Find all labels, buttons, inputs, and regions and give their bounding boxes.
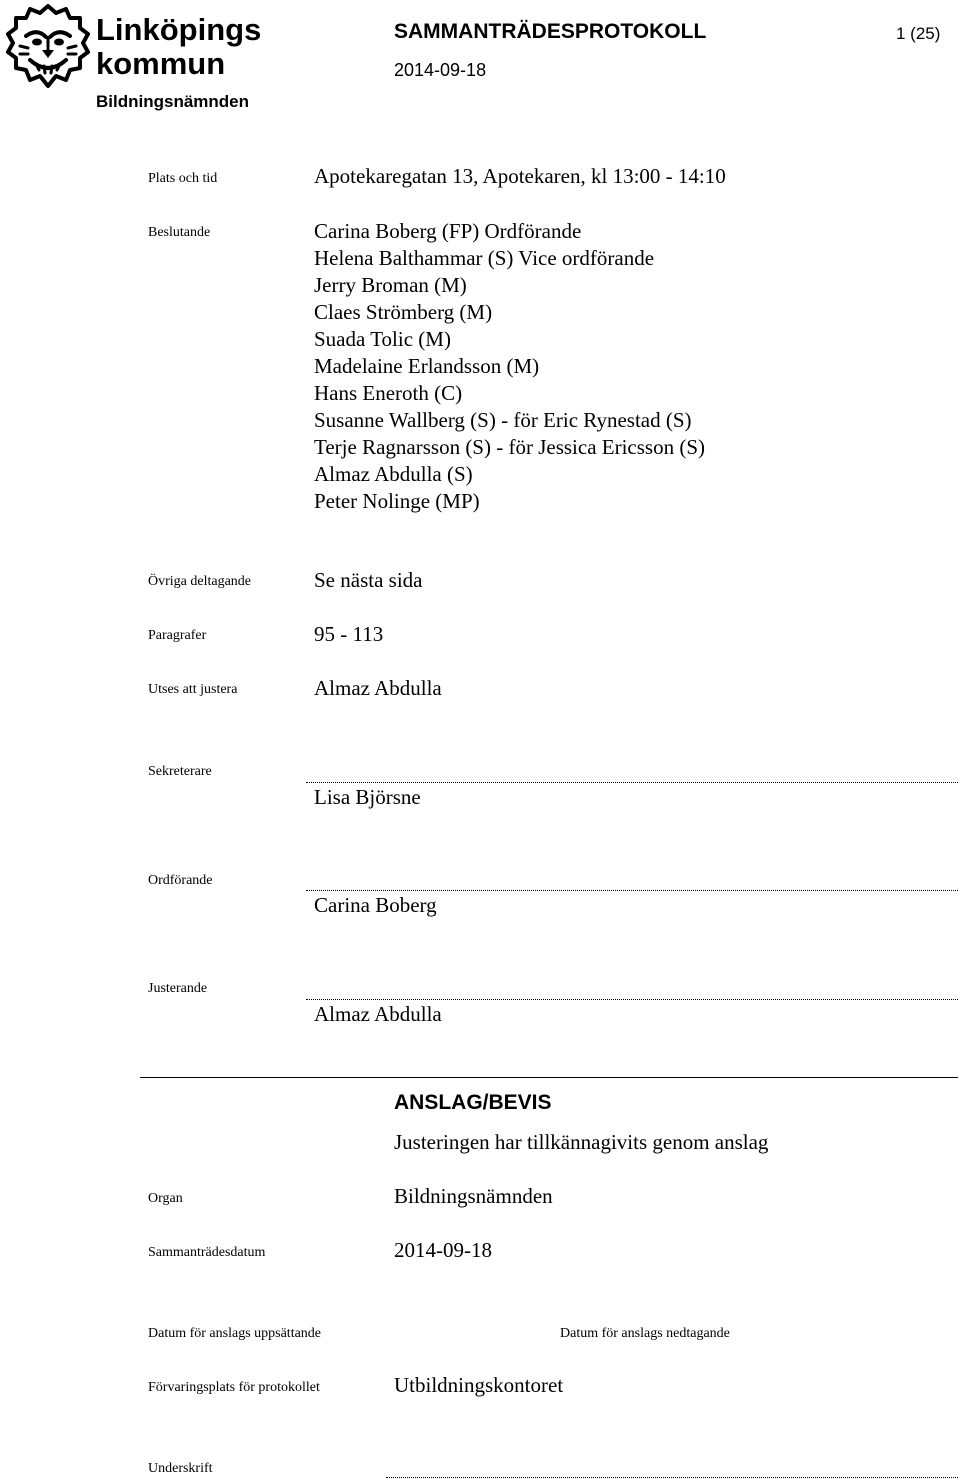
member-item: Helena Balthammar (S) Vice ordförande: [314, 246, 655, 270]
adjuster-value: Almaz Abdulla: [314, 676, 442, 700]
paragraphs-label: Paragrafer: [148, 628, 207, 643]
document-title: SAMMANTRÄDESPROTOKOLL: [394, 20, 707, 43]
secretary-label: Sekreterare: [148, 764, 212, 779]
adjuster-label: Utses att justera: [148, 682, 238, 697]
member-item: Madelaine Erlandsson (M): [314, 354, 540, 378]
linkoping-lion-logo-icon: [6, 4, 90, 88]
signature-label: Underskrift: [148, 1461, 213, 1476]
others-label: Övriga deltagande: [148, 574, 252, 589]
organ-label: Organ: [148, 1191, 183, 1206]
storage-value: Utbildningskontoret: [394, 1373, 564, 1397]
secretary-name: Lisa Björsne: [314, 785, 421, 809]
deciding-members-list: [314, 218, 705, 515]
meeting-date-label: Sammanträdesdatum: [148, 1245, 266, 1260]
member-item: Hans Eneroth (C): [314, 381, 463, 405]
organ-value: Bildningsnämnden: [394, 1184, 553, 1208]
secretary-signature-line: [306, 782, 958, 783]
document-date: 2014-09-18: [394, 60, 487, 80]
page-number: 1 (25): [896, 24, 941, 43]
signing-adjuster-name: Almaz Abdulla: [314, 1002, 442, 1026]
place-label: Plats och tid: [148, 171, 218, 186]
member-item: Terje Ragnarsson (S) - för Jessica Ericsson (S): [314, 435, 706, 459]
member-item: Carina Boberg (FP) Ordförande: [314, 219, 582, 243]
chair-name: Carina Boberg: [314, 893, 437, 917]
adjuster-signature-line: [306, 999, 958, 1000]
others-value: Se nästa sida: [314, 568, 423, 592]
posted-date-label: Datum för anslags uppsättande: [148, 1326, 322, 1341]
municipality-name-line1: Linköpings: [96, 12, 262, 47]
anslag-subtitle: Justeringen har tillkännagivits genom anslag: [394, 1130, 769, 1154]
member-item: Suada Tolic (M): [314, 327, 451, 351]
municipality-name-line2: kommun: [96, 46, 226, 81]
place-value: Apotekaregatan 13, Apotekaren, kl 13:00 - 14:10: [314, 164, 726, 188]
chair-label: Ordförande: [148, 873, 213, 888]
committee-name: Bildningsnämnden: [96, 92, 249, 111]
final-signature-line: [386, 1477, 958, 1478]
member-item: Almaz Abdulla (S): [314, 462, 473, 486]
member-item: Susanne Wallberg (S) - för Eric Rynestad (S): [314, 408, 692, 432]
signing-adjuster-label: Justerande: [148, 981, 208, 996]
member-item: Claes Strömberg (M): [314, 300, 493, 324]
anslag-divider: [140, 1077, 958, 1078]
member-item: Peter Nolinge (MP): [314, 489, 480, 513]
anslag-title: ANSLAG/BEVIS: [394, 1091, 552, 1114]
member-item: Jerry Broman (M): [314, 273, 467, 297]
meeting-date-value: 2014-09-18: [394, 1238, 492, 1262]
chair-signature-line: [306, 890, 958, 891]
deciding-label: Beslutande: [148, 225, 211, 240]
storage-label: Förvaringsplats för protokollet: [148, 1380, 320, 1395]
removed-date-label: Datum för anslags nedtagande: [560, 1326, 730, 1341]
paragraphs-value: 95 - 113: [314, 622, 384, 646]
